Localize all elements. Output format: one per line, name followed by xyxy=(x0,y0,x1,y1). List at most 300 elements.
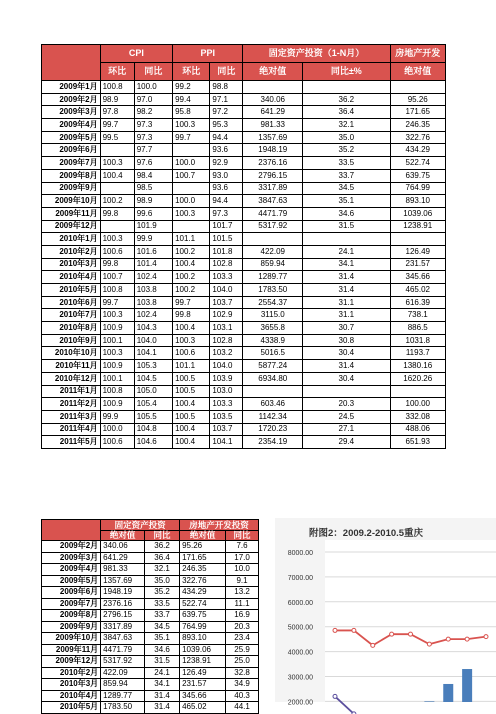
data-cell: 1193.7 xyxy=(390,347,446,360)
group-header-row xyxy=(42,45,446,63)
series-point xyxy=(333,628,337,632)
y-tick-label: 7000.00 xyxy=(287,574,313,582)
data-cell: 1039.06 xyxy=(390,207,446,220)
table-row xyxy=(42,621,259,633)
row-label: 2009年5月 xyxy=(42,575,101,587)
data-cell: 981.33 xyxy=(101,564,145,576)
data-cell: 859.94 xyxy=(243,258,303,271)
data-cell xyxy=(303,385,390,398)
data-cell: 104.0 xyxy=(134,334,172,347)
series-point xyxy=(465,637,469,641)
data-cell: 1380.16 xyxy=(390,360,446,373)
row-label: 2009年12月 xyxy=(42,656,101,668)
series-point xyxy=(484,635,488,639)
series-point xyxy=(409,632,413,636)
data-cell: 31.4 xyxy=(303,284,390,297)
data-cell: 100.4 xyxy=(173,423,210,436)
data-cell: 1289.77 xyxy=(101,690,145,702)
data-cell: 93.6 xyxy=(210,182,243,195)
data-cell: 100.2 xyxy=(173,271,210,284)
data-cell: 101.4 xyxy=(134,258,172,271)
data-cell: 100.2 xyxy=(173,284,210,297)
data-cell: 36.4 xyxy=(303,106,390,119)
table-row xyxy=(42,436,446,449)
data-cell: 4338.9 xyxy=(243,334,303,347)
data-cell: 34.6 xyxy=(303,207,390,220)
data-cell: 1620.26 xyxy=(390,372,446,385)
bar xyxy=(462,669,472,702)
table-row xyxy=(42,633,259,645)
bar xyxy=(424,701,434,702)
data-cell: 4471.79 xyxy=(101,644,145,656)
table-row xyxy=(42,106,446,119)
data-cell: 100.00 xyxy=(390,398,446,411)
row-label: 2009年9月 xyxy=(42,182,101,195)
row-label: 2009年7月 xyxy=(42,598,101,610)
data-cell xyxy=(243,385,303,398)
series-point xyxy=(333,694,337,698)
y-tick-label: 6000.00 xyxy=(287,599,313,607)
data-cell: 100.4 xyxy=(173,322,210,335)
data-cell: 99.6 xyxy=(134,207,172,220)
data-cell: 1238.91 xyxy=(180,656,226,668)
row-label: 2010年4月 xyxy=(42,271,101,284)
data-cell: 859.94 xyxy=(101,679,145,691)
data-cell: 33.7 xyxy=(303,169,390,182)
group-header: 固定资产投资（1-N月） xyxy=(243,45,390,63)
data-cell: 738.1 xyxy=(390,309,446,322)
row-label: 2010年9月 xyxy=(42,334,101,347)
data-cell: 332.08 xyxy=(390,410,446,423)
chart-title: 附图2：2009.2-2010.5重庆 xyxy=(309,528,424,539)
data-cell xyxy=(390,233,446,246)
row-label: 2009年9月 xyxy=(42,621,101,633)
data-cell: 98.9 xyxy=(134,195,172,208)
row-label: 2009年6月 xyxy=(42,144,101,157)
data-cell: 35.1 xyxy=(145,633,180,645)
data-cell: 97.1 xyxy=(210,93,243,106)
data-cell: 10.0 xyxy=(226,564,259,576)
data-cell: 95.8 xyxy=(173,106,210,119)
data-cell: 99.7 xyxy=(100,119,134,132)
table-row xyxy=(42,233,446,246)
group-header: 固定资产投资 xyxy=(101,520,180,531)
data-cell: 93.6 xyxy=(210,144,243,157)
data-cell: 100.0 xyxy=(134,81,172,94)
data-cell: 7.6 xyxy=(226,541,259,553)
data-cell: 103.2 xyxy=(210,347,243,360)
data-cell: 33.5 xyxy=(303,157,390,170)
data-cell: 100.9 xyxy=(100,322,134,335)
data-cell: 25.9 xyxy=(226,644,259,656)
table-row xyxy=(42,284,446,297)
sub-header: 绝对值 xyxy=(101,530,145,541)
data-cell xyxy=(173,144,210,157)
data-cell: 103.8 xyxy=(134,296,172,309)
data-cell: 231.57 xyxy=(180,679,226,691)
row-label: 2010年5月 xyxy=(42,702,101,714)
row-label: 2009年7月 xyxy=(42,157,101,170)
table-row xyxy=(42,195,446,208)
data-cell: 3317.89 xyxy=(243,182,303,195)
data-cell: 3115.0 xyxy=(243,309,303,322)
table-row xyxy=(42,182,446,195)
data-cell: 171.65 xyxy=(390,106,446,119)
data-cell: 34.9 xyxy=(226,679,259,691)
data-cell xyxy=(303,233,390,246)
data-cell: 29.4 xyxy=(303,436,390,449)
data-cell: 105.4 xyxy=(134,398,172,411)
row-label: 2009年4月 xyxy=(42,564,101,576)
data-cell: 641.29 xyxy=(243,106,303,119)
y-tick-label: 8000.00 xyxy=(287,550,313,557)
data-cell: 340.06 xyxy=(101,541,145,553)
chart xyxy=(275,540,496,707)
row-label: 2009年11月 xyxy=(42,644,101,656)
row-label: 2009年8月 xyxy=(42,610,101,622)
data-cell: 100.3 xyxy=(173,119,210,132)
data-cell: 522.74 xyxy=(390,157,446,170)
data-cell: 31.1 xyxy=(303,296,390,309)
sub-header: 绝对值 xyxy=(243,63,303,81)
table-row xyxy=(42,347,446,360)
data-cell: 95.26 xyxy=(390,93,446,106)
series-point xyxy=(446,637,450,641)
data-cell: 100.7 xyxy=(100,271,134,284)
table-row xyxy=(42,131,446,144)
series-point xyxy=(427,642,431,646)
data-cell: 100.8 xyxy=(100,81,134,94)
table-row xyxy=(42,656,259,668)
table-row xyxy=(42,258,446,271)
data-cell: 2376.16 xyxy=(101,598,145,610)
data-cell: 9.1 xyxy=(226,575,259,587)
data-cell: 104.0 xyxy=(210,360,243,373)
data-cell: 100.0 xyxy=(100,423,134,436)
data-cell: 34.1 xyxy=(145,679,180,691)
row-label: 2009年10月 xyxy=(42,633,101,645)
data-cell: 893.10 xyxy=(180,633,226,645)
data-cell: 100.0 xyxy=(173,157,210,170)
data-cell: 1039.06 xyxy=(180,644,226,656)
table-row xyxy=(42,93,446,106)
data-cell: 44.1 xyxy=(226,702,259,714)
sub-header: 环比 xyxy=(100,63,134,81)
sub-header: 同比 xyxy=(226,530,259,541)
data-cell: 99.7 xyxy=(173,131,210,144)
table-row xyxy=(42,385,446,398)
data-cell: 981.33 xyxy=(243,119,303,132)
data-cell: 35.1 xyxy=(303,195,390,208)
data-cell: 34.5 xyxy=(145,621,180,633)
data-cell: 100.9 xyxy=(100,360,134,373)
data-cell: 34.5 xyxy=(303,182,390,195)
data-cell: 97.3 xyxy=(134,131,172,144)
table-row xyxy=(42,398,446,411)
data-cell: 2796.15 xyxy=(101,610,145,622)
data-cell: 6934.80 xyxy=(243,372,303,385)
data-cell: 100.5 xyxy=(173,410,210,423)
group-header: PPI xyxy=(173,45,243,63)
data-cell: 1289.77 xyxy=(243,271,303,284)
data-cell xyxy=(243,233,303,246)
data-cell: 100.3 xyxy=(100,233,134,246)
data-cell: 94.4 xyxy=(210,131,243,144)
row-label: 2010年12月 xyxy=(42,372,101,385)
data-cell: 100.9 xyxy=(100,398,134,411)
data-cell: 100.1 xyxy=(100,334,134,347)
data-cell: 98.4 xyxy=(134,169,172,182)
row-label: 2009年2月 xyxy=(42,93,101,106)
data-cell xyxy=(100,182,134,195)
data-cell: 101.7 xyxy=(210,220,243,233)
bar xyxy=(443,684,453,702)
data-cell: 3317.89 xyxy=(101,621,145,633)
data-cell: 27.1 xyxy=(303,423,390,436)
row-label: 2009年10月 xyxy=(42,195,101,208)
row-label: 2010年1月 xyxy=(42,233,101,246)
data-cell xyxy=(390,385,446,398)
data-cell: 102.8 xyxy=(210,258,243,271)
table-row xyxy=(42,679,259,691)
data-cell: 24.5 xyxy=(303,410,390,423)
row-label: 2009年4月 xyxy=(42,119,101,132)
sub-header-row xyxy=(42,63,446,81)
data-cell: 3847.63 xyxy=(243,195,303,208)
table-row xyxy=(42,169,446,182)
table-row xyxy=(42,610,259,622)
data-cell: 97.8 xyxy=(100,106,134,119)
data-cell: 30.8 xyxy=(303,334,390,347)
data-cell: 102.8 xyxy=(210,334,243,347)
data-cell: 105.3 xyxy=(134,360,172,373)
data-cell: 764.99 xyxy=(390,182,446,195)
data-cell: 639.75 xyxy=(390,169,446,182)
data-cell: 105.5 xyxy=(134,410,172,423)
data-cell: 40.3 xyxy=(226,690,259,702)
data-cell: 16.9 xyxy=(226,610,259,622)
data-cell: 3655.8 xyxy=(243,322,303,335)
data-cell: 5317.92 xyxy=(101,656,145,668)
series-point xyxy=(390,632,394,636)
y-tick-label: 4000.00 xyxy=(287,649,313,657)
data-cell: 36.4 xyxy=(145,552,180,564)
data-cell: 31.5 xyxy=(145,656,180,668)
data-cell xyxy=(173,220,210,233)
data-cell: 101.1 xyxy=(173,233,210,246)
data-cell: 1720.23 xyxy=(243,423,303,436)
data-cell: 24.1 xyxy=(145,667,180,679)
data-cell: 35.2 xyxy=(303,144,390,157)
data-cell: 100.4 xyxy=(173,398,210,411)
corner-cell xyxy=(42,520,101,541)
row-label: 2010年8月 xyxy=(42,322,101,335)
data-cell: 101.6 xyxy=(134,245,172,258)
sub-header: 同比 xyxy=(134,63,172,81)
data-cell: 1357.69 xyxy=(243,131,303,144)
group-header: CPI xyxy=(100,45,172,63)
data-cell: 32.1 xyxy=(303,119,390,132)
data-cell: 102.4 xyxy=(134,309,172,322)
data-cell: 34.1 xyxy=(303,258,390,271)
data-cell: 5016.5 xyxy=(243,347,303,360)
y-tick-label: 3000.00 xyxy=(287,674,313,682)
data-cell: 100.4 xyxy=(173,436,210,449)
data-cell: 246.35 xyxy=(390,119,446,132)
data-cell: 95.3 xyxy=(210,119,243,132)
data-cell: 100.3 xyxy=(100,309,134,322)
data-cell: 103.9 xyxy=(210,372,243,385)
data-cell: 322.76 xyxy=(390,131,446,144)
table-row xyxy=(42,372,446,385)
data-cell: 1783.50 xyxy=(101,702,145,714)
table-row xyxy=(42,552,259,564)
data-cell: 92.9 xyxy=(210,157,243,170)
data-cell: 100.3 xyxy=(173,207,210,220)
data-cell: 99.9 xyxy=(100,410,134,423)
sub-header: 同比 xyxy=(145,530,180,541)
data-cell: 100.5 xyxy=(173,372,210,385)
table-row xyxy=(42,702,259,714)
sub-header: 绝对值 xyxy=(390,63,446,81)
data-cell: 641.29 xyxy=(101,552,145,564)
data-cell: 103.5 xyxy=(210,410,243,423)
data-cell: 1031.8 xyxy=(390,334,446,347)
row-label: 2010年3月 xyxy=(42,258,101,271)
data-cell: 36.2 xyxy=(303,93,390,106)
data-cell: 23.4 xyxy=(226,633,259,645)
row-label: 2009年12月 xyxy=(42,220,101,233)
data-cell: 465.02 xyxy=(390,284,446,297)
data-cell: 31.4 xyxy=(145,690,180,702)
data-cell: 34.6 xyxy=(145,644,180,656)
data-cell: 103.7 xyxy=(210,423,243,436)
row-label: 2010年2月 xyxy=(42,667,101,679)
series-point xyxy=(371,643,375,647)
data-cell: 100.4 xyxy=(173,258,210,271)
data-cell: 103.0 xyxy=(210,385,243,398)
data-cell xyxy=(100,144,134,157)
data-cell: 2354.19 xyxy=(243,436,303,449)
data-cell: 31.5 xyxy=(303,220,390,233)
data-cell: 99.9 xyxy=(134,233,172,246)
data-cell: 97.6 xyxy=(134,157,172,170)
data-cell: 97.7 xyxy=(134,144,172,157)
data-cell: 99.2 xyxy=(173,81,210,94)
row-label: 2010年7月 xyxy=(42,309,101,322)
data-cell: 33.7 xyxy=(145,610,180,622)
table-row xyxy=(42,423,446,436)
table-row xyxy=(42,690,259,702)
data-cell: 1238.91 xyxy=(390,220,446,233)
data-cell: 98.2 xyxy=(134,106,172,119)
data-cell: 1948.19 xyxy=(243,144,303,157)
data-cell: 345.66 xyxy=(390,271,446,284)
table-row xyxy=(42,220,446,233)
data-cell: 20.3 xyxy=(303,398,390,411)
data-cell: 35.0 xyxy=(303,131,390,144)
data-cell: 100.5 xyxy=(173,385,210,398)
data-cell: 340.06 xyxy=(243,93,303,106)
table-row xyxy=(42,334,446,347)
data-cell: 101.9 xyxy=(134,220,172,233)
data-cell: 100.0 xyxy=(173,195,210,208)
data-cell: 5317.92 xyxy=(243,220,303,233)
row-label: 2010年10月 xyxy=(42,347,101,360)
data-cell: 2376.16 xyxy=(243,157,303,170)
data-cell: 246.35 xyxy=(180,564,226,576)
data-cell: 101.1 xyxy=(173,360,210,373)
row-label: 2011年4月 xyxy=(42,423,101,436)
table-row xyxy=(42,587,259,599)
group-header-row xyxy=(42,520,259,531)
table-row xyxy=(42,644,259,656)
data-cell: 99.8 xyxy=(100,207,134,220)
y-tick-label: 5000.00 xyxy=(287,624,313,632)
data-cell: 24.1 xyxy=(303,245,390,258)
row-label: 2010年11月 xyxy=(42,360,101,373)
data-cell: 345.66 xyxy=(180,690,226,702)
data-cell: 1357.69 xyxy=(101,575,145,587)
data-cell: 103.8 xyxy=(134,284,172,297)
data-cell: 616.39 xyxy=(390,296,446,309)
data-cell: 434.29 xyxy=(180,587,226,599)
row-label: 2009年6月 xyxy=(42,587,101,599)
table-row xyxy=(42,598,259,610)
y-tick-label: 2000.00 xyxy=(287,699,313,707)
data-cell: 100.6 xyxy=(173,347,210,360)
table-row xyxy=(42,144,446,157)
data-cell: 465.02 xyxy=(180,702,226,714)
data-cell: 1783.50 xyxy=(243,284,303,297)
row-label: 2010年3月 xyxy=(42,679,101,691)
table-row xyxy=(42,575,259,587)
table-row xyxy=(42,296,446,309)
data-cell xyxy=(173,182,210,195)
table-row xyxy=(42,360,446,373)
data-cell: 886.5 xyxy=(390,322,446,335)
data-cell: 98.8 xyxy=(210,81,243,94)
row-label: 2009年5月 xyxy=(42,131,101,144)
sub-header: 同比±% xyxy=(303,63,390,81)
data-cell: 103.7 xyxy=(210,296,243,309)
data-cell: 231.57 xyxy=(390,258,446,271)
data-cell: 99.4 xyxy=(173,93,210,106)
data-cell: 651.93 xyxy=(390,436,446,449)
row-label: 2009年3月 xyxy=(42,552,101,564)
table-row xyxy=(42,271,446,284)
table-row xyxy=(42,81,446,94)
table-row xyxy=(42,667,259,679)
data-cell: 97.3 xyxy=(210,207,243,220)
data-cell: 100.8 xyxy=(100,284,134,297)
data-cell: 94.4 xyxy=(210,195,243,208)
row-label: 2010年4月 xyxy=(42,690,101,702)
row-label: 2009年1月 xyxy=(42,81,101,94)
data-cell: 13.2 xyxy=(226,587,259,599)
row-label: 2009年8月 xyxy=(42,169,101,182)
data-cell: 100.1 xyxy=(100,372,134,385)
data-cell xyxy=(390,81,446,94)
data-cell: 93.0 xyxy=(210,169,243,182)
data-cell: 35.0 xyxy=(145,575,180,587)
data-cell xyxy=(100,220,134,233)
data-cell: 100.3 xyxy=(100,347,134,360)
data-cell: 639.75 xyxy=(180,610,226,622)
data-cell: 104.8 xyxy=(134,423,172,436)
data-cell: 2796.15 xyxy=(243,169,303,182)
data-cell: 31.4 xyxy=(303,271,390,284)
